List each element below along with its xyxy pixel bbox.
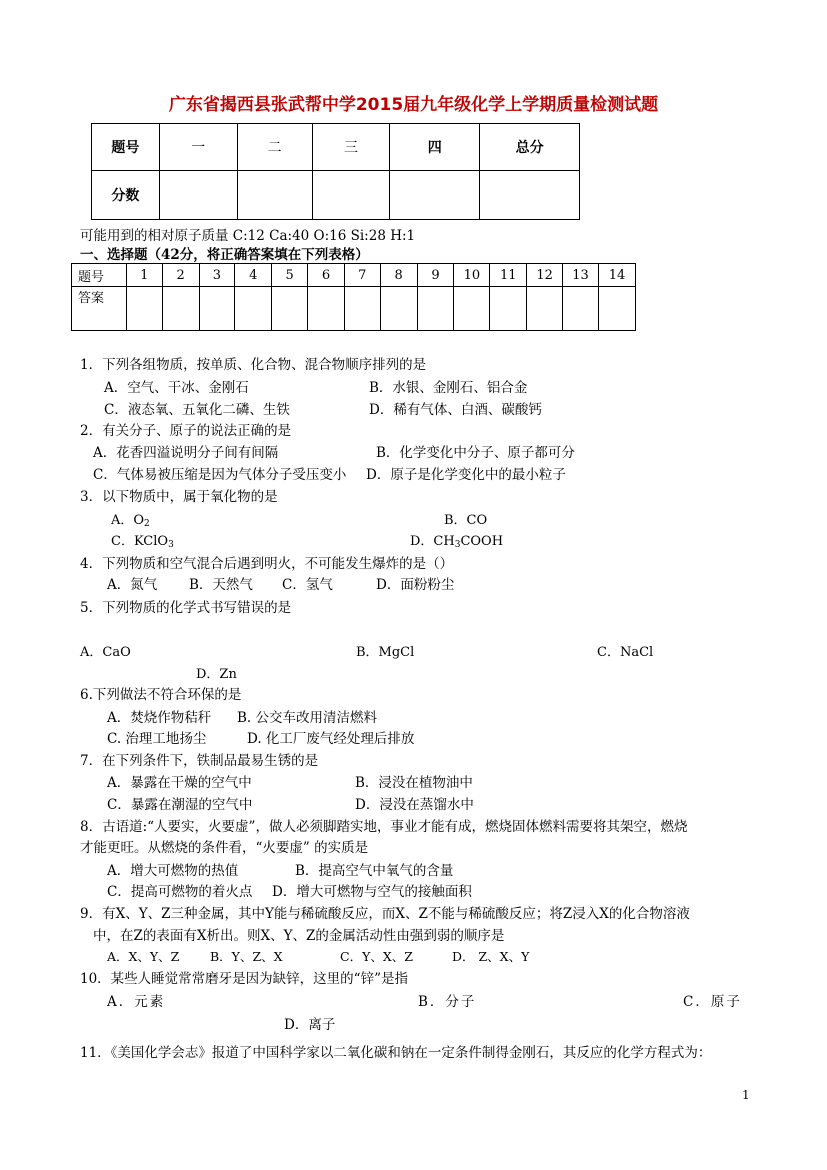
- q9-stem-line2: 中，在Z的表面有X析出。则X、Y、Z的金属活动性由强到弱的顺序是: [93, 928, 505, 944]
- q3-option-c: C．KClO$_3$: [111, 534, 174, 550]
- q9-stem-line1: 9．有X、Y、Z三种金属，其中Y能与稀硫酸反应，而X、Z不能与稀硫酸反应；将Z浸入X的化合物溶液: [80, 906, 690, 922]
- score-header-cell: 题号: [92, 124, 160, 171]
- answer-cell: [308, 287, 345, 331]
- atomic-mass-note: 可能用到的相对原子质量 C:12 Ca:40 O:16 Si:28 H:1: [80, 228, 416, 244]
- score-cell: [312, 171, 390, 220]
- question-number-cell: 1: [126, 264, 162, 287]
- score-header-cell: 三: [312, 124, 390, 171]
- q6-option-c: C. 治理工地扬尘: [107, 731, 207, 747]
- q1-stem: 1．下列各组物质，按单质、化合物、混合物顺序排列的是: [80, 357, 427, 373]
- q3-option-a: A．$O_2$: [111, 513, 150, 529]
- q4-stem: 4．下列物质和空气混合后遇到明火，不可能发生爆炸的是（）: [80, 556, 454, 572]
- score-header-cell: 总分: [480, 124, 580, 171]
- q1-option-b: B．水银、金刚石、铝合金: [369, 380, 528, 396]
- answer-table: [71, 263, 636, 331]
- q1-option-d: D．稀有气体、白酒、碳酸钙: [369, 402, 542, 418]
- q10-option-a: A．元素: [107, 994, 166, 1010]
- question-number-cell: 5: [272, 264, 308, 287]
- q11-stem: 11．《美国化学会志》报道了中国科学家以二氧化碳和钠在一定条件制得金刚石，其反应的化学方程式为：: [80, 1045, 712, 1061]
- q4-option-a: A．氮气: [107, 577, 158, 593]
- answer-cell: [344, 287, 380, 331]
- question-number-cell: 14: [598, 264, 635, 287]
- q4-option-b: B．天然气: [189, 577, 253, 593]
- answer-cell: [162, 287, 199, 331]
- answer-cell: [199, 287, 235, 331]
- score-row-label: 分数: [92, 171, 160, 220]
- q9-option-b: B．Y、Z、X: [210, 949, 283, 964]
- answer-cell: [380, 287, 417, 331]
- q2-stem: 2．有关分子、原子的说法正确的是: [80, 423, 292, 439]
- question-number-cell: 3: [199, 264, 235, 287]
- question-number-cell: 6: [308, 264, 345, 287]
- question-number-cell: 10: [454, 264, 490, 287]
- score-table: [91, 123, 580, 220]
- answer-cell: [563, 287, 599, 331]
- section1-heading: 一、选择题（42分，将正确答案填在下列表格）: [80, 247, 369, 263]
- answer-cell: [454, 287, 490, 331]
- q10-option-d: D．离子: [284, 1017, 336, 1033]
- answer-cell: [126, 287, 162, 331]
- q10-option-b: B．分子: [418, 994, 477, 1010]
- score-header-cell: 二: [237, 124, 312, 171]
- score-cell: [159, 171, 237, 220]
- answer-cell: [490, 287, 527, 331]
- q7-option-d: D．浸没在蒸馏水中: [355, 797, 474, 813]
- q5-option-b: B．MgCl: [356, 645, 415, 660]
- q2-option-d: D．原子是化学变化中的最小粒子: [366, 467, 566, 483]
- q2-option-b: B．化学变化中分子、原子都可分: [376, 445, 575, 461]
- q3-option-d: D．$CH_3COOH$: [410, 534, 504, 550]
- q6-option-d: D. 化工厂废气经处理后排放: [247, 731, 415, 747]
- answer-cell: [527, 287, 563, 331]
- q8-stem-line2: 才能更旺。从燃烧的条件看，“火要虚” 的实质是: [80, 840, 369, 856]
- score-cell: [390, 171, 480, 220]
- q1-option-c: C．液态氧、五氧化二磷、生铁: [104, 402, 290, 418]
- answer-cell: [272, 287, 308, 331]
- score-cell: [237, 171, 312, 220]
- q4-option-d: D．面粉粉尘: [376, 577, 455, 593]
- score-header-cell: 四: [390, 124, 480, 171]
- q3-stem: 3．以下物质中，属于氧化物的是: [80, 489, 278, 505]
- q7-option-b: B．浸没在植物油中: [355, 775, 473, 791]
- q6-option-b: B. 公交车改用清洁燃料: [237, 710, 378, 726]
- q8-stem-line1: 8．古语道:“人要实，火要虚”，做人必须脚踏实地，事业才能有成，燃烧固体燃料需要将其架空，燃烧: [80, 819, 688, 835]
- q7-option-a: A．暴露在干燥的空气中: [107, 775, 252, 791]
- answer-cell: [598, 287, 635, 331]
- answer-table-answer-label: 答案: [72, 287, 127, 331]
- question-number-cell: 13: [563, 264, 599, 287]
- page-number: 1: [742, 1088, 750, 1102]
- q6-option-a: A．焚烧作物秸秆: [107, 710, 212, 726]
- q6-stem: 6.下列做法不符合环保的是: [80, 687, 242, 703]
- q9-option-c: C．Y、X、Z: [340, 949, 413, 964]
- question-number-cell: 9: [417, 264, 454, 287]
- question-number-cell: 12: [527, 264, 563, 287]
- q2-option-a: A．花香四溢说明分子间有间隔: [93, 445, 279, 461]
- q4-option-c: C．氢气: [282, 577, 333, 593]
- score-cell: [480, 171, 580, 220]
- q1-option-a: A．空气、干冰、金刚石: [104, 380, 249, 396]
- q5-option-d: D．Zn: [196, 667, 237, 682]
- document-title: 广东省揭西县张武帮中学2015届九年级化学上学期质量检测试题: [168, 95, 659, 115]
- q8-option-d: D．增大可燃物与空气的接触面积: [272, 884, 472, 900]
- q8-option-c: C．提高可燃物的着火点: [107, 884, 253, 900]
- question-number-cell: 8: [380, 264, 417, 287]
- q8-option-a: A．增大可燃物的热值: [107, 863, 239, 879]
- score-table-header-row: [92, 124, 580, 171]
- q9-option-d: D． Z、X、Y: [452, 949, 530, 964]
- q5-option-c: C．NaCl: [597, 645, 654, 660]
- question-number-cell: 4: [235, 264, 272, 287]
- score-table-score-row: [92, 171, 580, 220]
- answer-table-answer-row: [72, 287, 636, 331]
- answer-cell: [235, 287, 272, 331]
- answer-table-number-label: 题号: [72, 264, 127, 287]
- q7-option-c: C．暴露在潮湿的空气中: [107, 797, 253, 813]
- score-header-cell: 一: [159, 124, 237, 171]
- q8-option-b: B．提高空气中氧气的含量: [295, 863, 454, 879]
- q2-option-c: C．气体易被压缩是因为气体分子受压变小: [93, 467, 347, 483]
- q10-option-c: C．原子: [683, 994, 742, 1010]
- q10-stem: 10．某些人睡觉常常磨牙是因为缺锌，这里的“锌”是指: [80, 971, 408, 987]
- q3-option-b: B．CO: [444, 513, 488, 528]
- answer-table-number-row: [72, 264, 636, 287]
- question-number-cell: 7: [344, 264, 380, 287]
- question-number-cell: 2: [162, 264, 199, 287]
- question-number-cell: 11: [490, 264, 527, 287]
- q9-option-a: A．X、Y、Z: [107, 949, 180, 964]
- answer-cell: [417, 287, 454, 331]
- q7-stem: 7．在下列条件下，铁制品最易生锈的是: [80, 753, 319, 769]
- q5-option-a: A．CaO: [80, 645, 131, 660]
- q5-stem: 5．下列物质的化学式书写错误的是: [80, 600, 292, 616]
